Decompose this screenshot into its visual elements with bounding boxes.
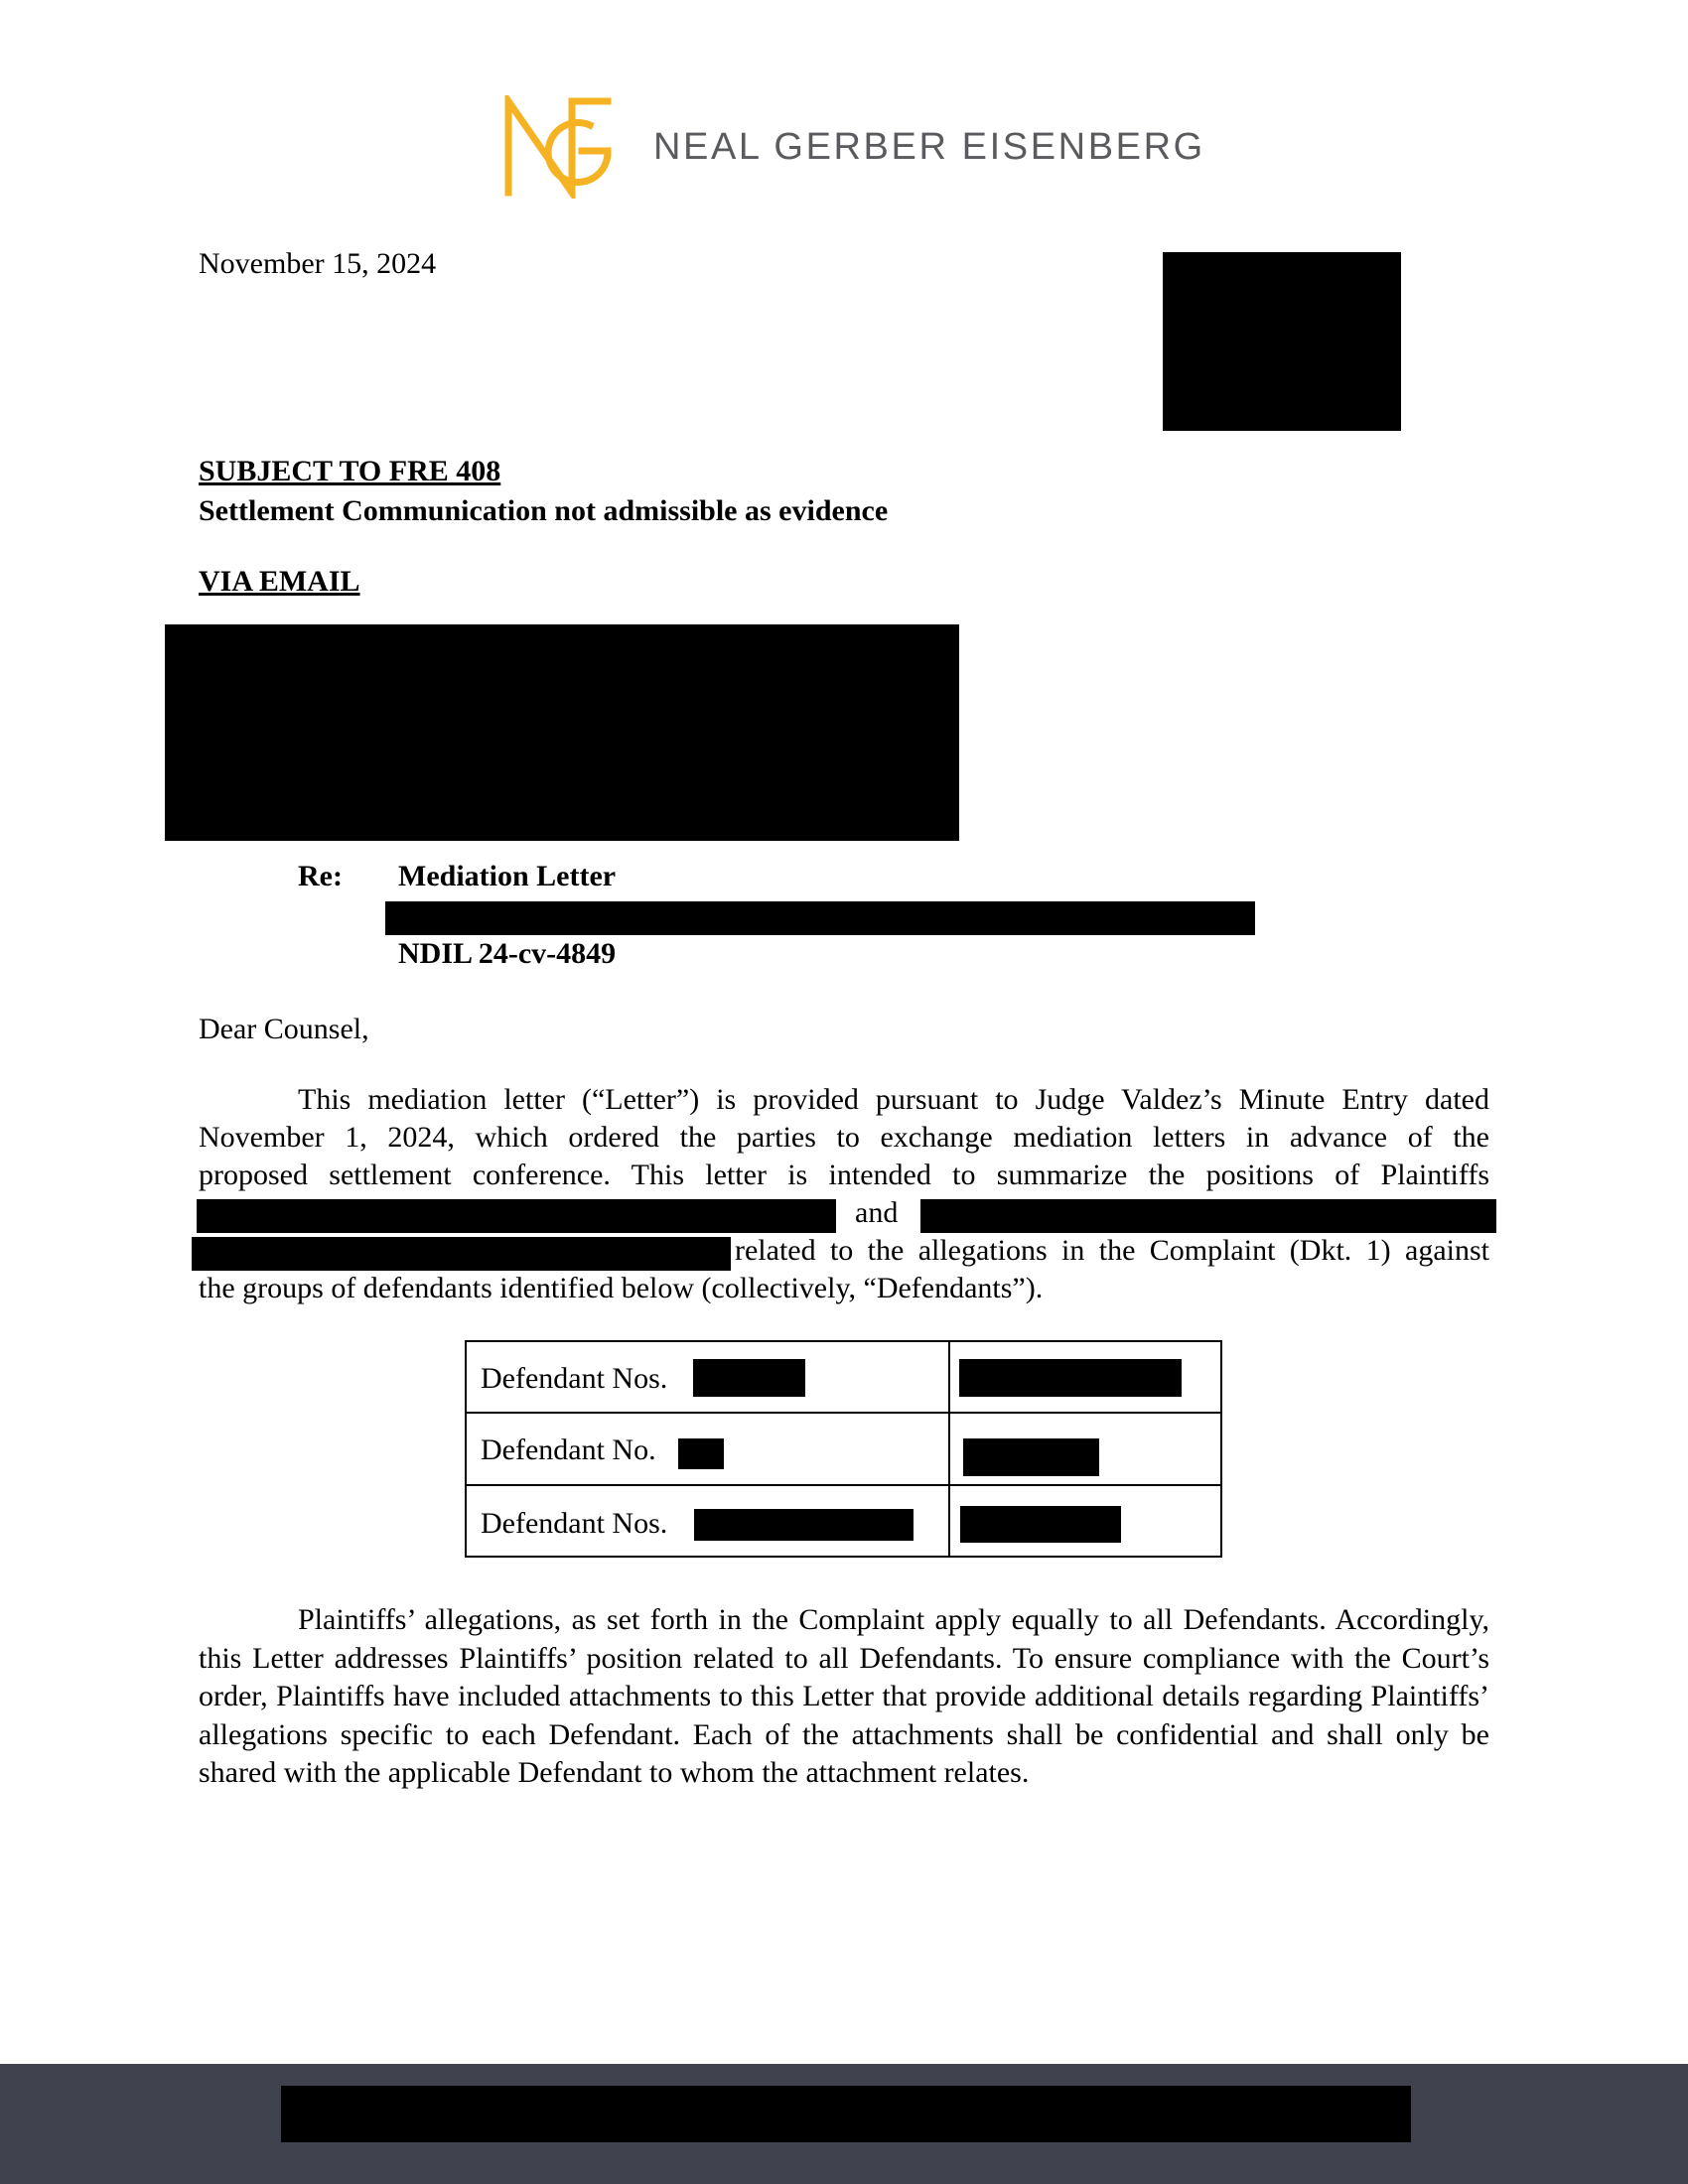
table-divider: [467, 1412, 1220, 1414]
redaction-block: [1163, 252, 1401, 431]
redaction-bar: [197, 1199, 836, 1233]
paragraph-2: [199, 1601, 1489, 1793]
salutation: Dear Counsel,: [199, 1013, 369, 1045]
paragraph-1-line-1: This mediation letter (“Letter”) is provided pursuant to Judge Valdez’s Minute Entry dated: [298, 1083, 1489, 1116]
redaction-bar: [959, 1359, 1182, 1397]
table-row-1-label: Defendant Nos.: [481, 1362, 668, 1395]
paragraph-1-line-6: the groups of defendants identified below (collectively, “Defendants”).: [199, 1272, 1044, 1304]
delivery-method: VIA EMAIL: [199, 565, 360, 598]
letter-date: November 15, 2024: [199, 247, 437, 280]
firm-name: NEAL GERBER EISENBERG: [653, 126, 1205, 168]
footer-bar: [0, 2064, 1688, 2184]
table-divider: [948, 1342, 950, 1556]
paragraph-1-line-3: proposed settlement conference. This letter is intended to summarize the positions of Plaintiffs: [199, 1159, 1489, 1191]
settlement-notice: Settlement Communication not admissible as evidence: [199, 494, 889, 527]
redaction-bar: [678, 1438, 724, 1469]
re-label: Re:: [298, 860, 343, 892]
defendants-table: [465, 1340, 1222, 1558]
paragraph-1-line-2: November 1, 2024, which ordered the parties to exchange mediation letters in advance of the: [199, 1121, 1489, 1154]
redaction-bar: [920, 1199, 1496, 1233]
table-row-3-label: Defendant Nos.: [481, 1507, 668, 1540]
re-title: Mediation Letter: [398, 860, 617, 892]
redaction-bar: [192, 1237, 731, 1271]
redaction-bar: [281, 2086, 1411, 2142]
redaction-bar: [385, 901, 1255, 935]
case-number: NDIL 24-cv-4849: [398, 937, 617, 970]
paragraph-1-line-5: related to the allegations in the Complaint (Dkt. 1) against: [735, 1234, 1489, 1267]
table-row-2-label: Defendant No.: [481, 1433, 656, 1466]
redaction-block: [165, 624, 959, 841]
ng-monogram-logo-icon: [502, 95, 614, 199]
redaction-bar: [960, 1506, 1121, 1543]
fre-408-heading: SUBJECT TO FRE 408: [199, 455, 501, 487]
redaction-bar: [963, 1438, 1099, 1476]
redaction-bar: [693, 1359, 805, 1397]
paragraph-1-conjunction: and: [855, 1196, 899, 1229]
table-divider: [467, 1484, 1220, 1486]
redaction-bar: [694, 1509, 914, 1541]
paragraph-2-text: Plaintiffs’ allegations, as set forth in the Complaint apply equally to all Defendants. Accordingly, this Letter addresses Plaintiffs’ position related to all Defendants. To ensure compliance with the Court’s order, Plaintiffs have included attachments to this Letter that provide additional details regarding Plaintiffs’ allegations specific to each Defendant. Each of the attachments shall be confidential and shall only be shared with the applicable Defendant to whom the attachment relates.: [199, 1603, 1489, 1789]
logo-text: NG: [502, 95, 504, 96]
